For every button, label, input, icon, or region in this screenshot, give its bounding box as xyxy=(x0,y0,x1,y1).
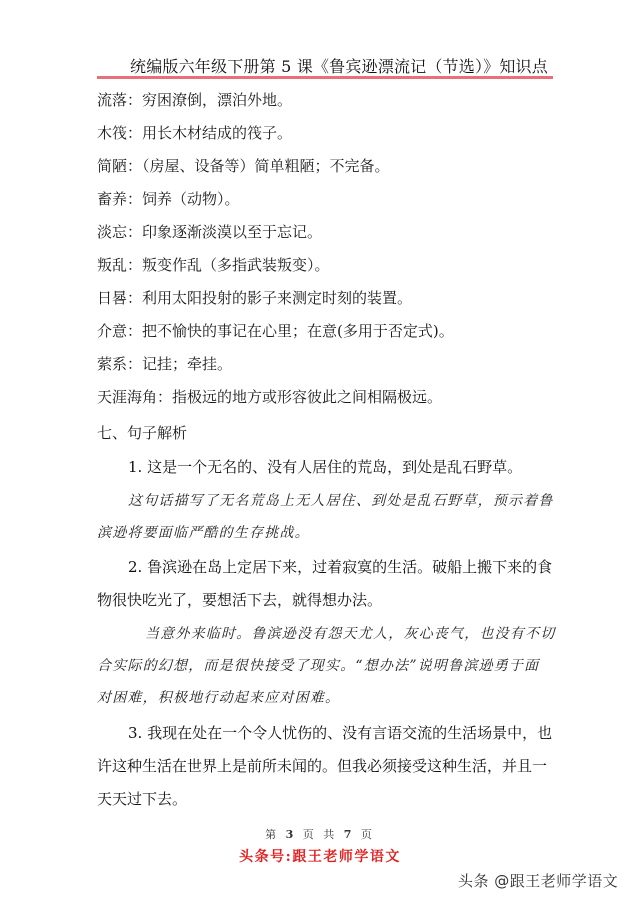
page-prefix: 第 xyxy=(265,828,280,841)
sentence-line: 物很快吃光了，要想活下去，就得想办法。 xyxy=(97,591,383,609)
sentence-line: 天天过下去。 xyxy=(97,790,188,808)
document-title: 统编版六年级下册第 5 课《鲁宾逊漂流记（节选）》知识点 xyxy=(130,57,548,76)
section-heading: 七、句子解析 xyxy=(97,424,188,442)
term-line: 介意：把不愉快的事记在心里；在意(多用于否定式)。 xyxy=(97,322,454,340)
analysis-line: 合实际的幻想，而是很快接受了现实。“想办法”说明鲁滨逊勇于面 xyxy=(97,658,540,674)
sentence-line: 3. 我现在处在一个令人忧伤的、没有言语交流的生活场景中，也 xyxy=(128,724,553,742)
analysis-line: 当意外来临时。鲁滨逊没有怨天尤人，灰心丧气，也没有不切 xyxy=(145,626,556,642)
analysis-line: 滨逊将要面临严酷的生存挑战。 xyxy=(97,525,310,541)
source-credit: 头条号:跟王老师学语文 xyxy=(239,849,401,865)
term-line: 叛乱：叛变作乱（多指武装叛变）。 xyxy=(97,256,330,274)
sentence-line: 1. 这是一个无名的、没有人居住的荒岛，到处是乱石野草。 xyxy=(128,458,523,476)
page-current: 3 xyxy=(285,828,297,841)
page-header xyxy=(97,50,553,79)
term-line: 流落：穷困潦倒，漂泊外地。 xyxy=(97,91,293,109)
term-line: 简陋：（房屋、设备等）简单粗陋；不完备。 xyxy=(97,157,390,175)
term-line: 萦系：记挂；牵挂。 xyxy=(97,355,233,373)
analysis-line: 这句话描写了无名荒岛上无人居住、到处是乱石野草，预示着鲁 xyxy=(128,493,554,509)
term-line: 日晷：利用太阳投射的影子来测定时刻的装置。 xyxy=(97,289,413,307)
page-mid: 页 共 xyxy=(302,828,338,841)
analysis-line: 对困难，积极地行动起来应对困难。 xyxy=(97,690,341,706)
sentence-line: 许这种生活在世界上是前所未闻的。但我必须接受这种生活，并且一 xyxy=(97,757,548,775)
term-line: 天涯海角：指极远的地方或形容彼此之间相隔极远。 xyxy=(97,388,443,406)
watermark: 头条 @跟王老师学语文 xyxy=(458,872,619,890)
page-total: 7 xyxy=(343,828,355,841)
page-suffix: 页 xyxy=(360,828,375,841)
sentence-line: 2. 鲁滨逊在岛上定居下来，过着寂寞的生活。破船上搬下来的食 xyxy=(128,558,553,576)
term-line: 淡忘：印象逐渐淡漠以至于忘记。 xyxy=(97,223,323,241)
page-number xyxy=(0,826,640,842)
term-line: 畜养：饲养（动物）。 xyxy=(97,190,240,208)
term-line: 木筏：用长木材结成的筏子。 xyxy=(97,124,293,142)
